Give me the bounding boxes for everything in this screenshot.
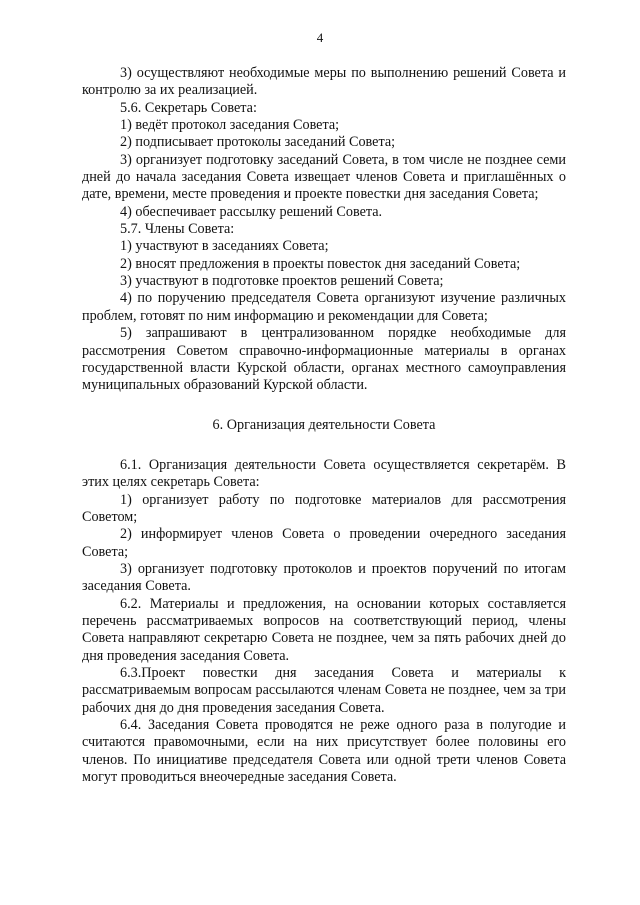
paragraph: 3) участвуют в подготовке проектов решений Совета; — [120, 273, 444, 290]
paragraph: 5.6. Секретарь Совета: — [120, 99, 257, 116]
paragraph: 3) организует подготовку протоколов и проектов поручений по итогам заседания Совета. — [82, 560, 566, 595]
paragraph: 1) организует работу по подготовке материалов для рассмотрения Советом; — [82, 491, 566, 525]
spacer — [82, 395, 566, 407]
document-body — [82, 65, 566, 786]
paragraph: 2) информирует членов Совета о проведении очередного заседания Совета; — [82, 526, 566, 560]
section-heading: 6. Организация деятельности Совета — [212, 416, 436, 433]
paragraph: 5) запрашивают в централизованном порядке необходимые для рассмотрения Советом справочно-информационные материалы в органах государственной власти Курской области, органах местного самоуправления муниципальных образований Курской области. — [82, 325, 566, 394]
paragraph: 6.3.Проект повестки дня заседания Совета и материалы к рассматриваемым вопросам рассылаются членам Совета не позднее, чем за три рабочих дня до дня проведения заседания Совета. — [82, 665, 566, 716]
paragraph: 3) организует подготовку заседаний Совета, в том числе не позднее семи дней до начала заседания Совета извещает членов Совета и приглашённых о дате, времени, месте проведения и проекте повестки дня заседания Совета; — [82, 151, 566, 203]
paragraph: 1) ведёт протокол заседания Совета; — [120, 117, 340, 134]
paragraph: 6.1. Организация деятельности Совета осуществляется секретарём. В этих целях секретарь Совета: — [82, 456, 566, 491]
paragraph: 2) вносят предложения в проекты повесток дня заседаний Совета; — [120, 255, 521, 272]
paragraph: 1) участвуют в заседаниях Совета; — [120, 238, 329, 255]
paragraph: 4) по поручению председателя Совета организуют изучение различных проблем, готовят по ним информацию и рекомендации для Совета; — [82, 290, 566, 324]
paragraph: 2) подписывает протоколы заседаний Совета; — [120, 134, 396, 151]
spacer — [82, 445, 566, 457]
paragraph: 6.4. Заседания Совета проводятся не реже одного раза в полугодие и считаются правомочными, если на них присутствует более половины его членов. По инициативе председателя Совета или одной трети членов Совета могут проводиться внеочередные заседания Совета. — [82, 717, 566, 786]
paragraph: 4) обеспечивает рассылку решений Совета. — [120, 203, 383, 220]
paragraph: 6.2. Материалы и предложения, на основании которых составляется перечень рассматриваемых вопросов на соответствующий период, члены Совета направляют секретарю Совета не позднее, чем за пять рабочих дней до дня проведения заседания Совета. — [82, 595, 566, 664]
paragraph: 5.7. Члены Совета: — [120, 221, 235, 238]
paragraph: 3) осуществляют необходимые меры по выполнению решений Совета и контролю за их реализацией. — [82, 65, 566, 99]
page-number: 4 — [316, 30, 324, 45]
